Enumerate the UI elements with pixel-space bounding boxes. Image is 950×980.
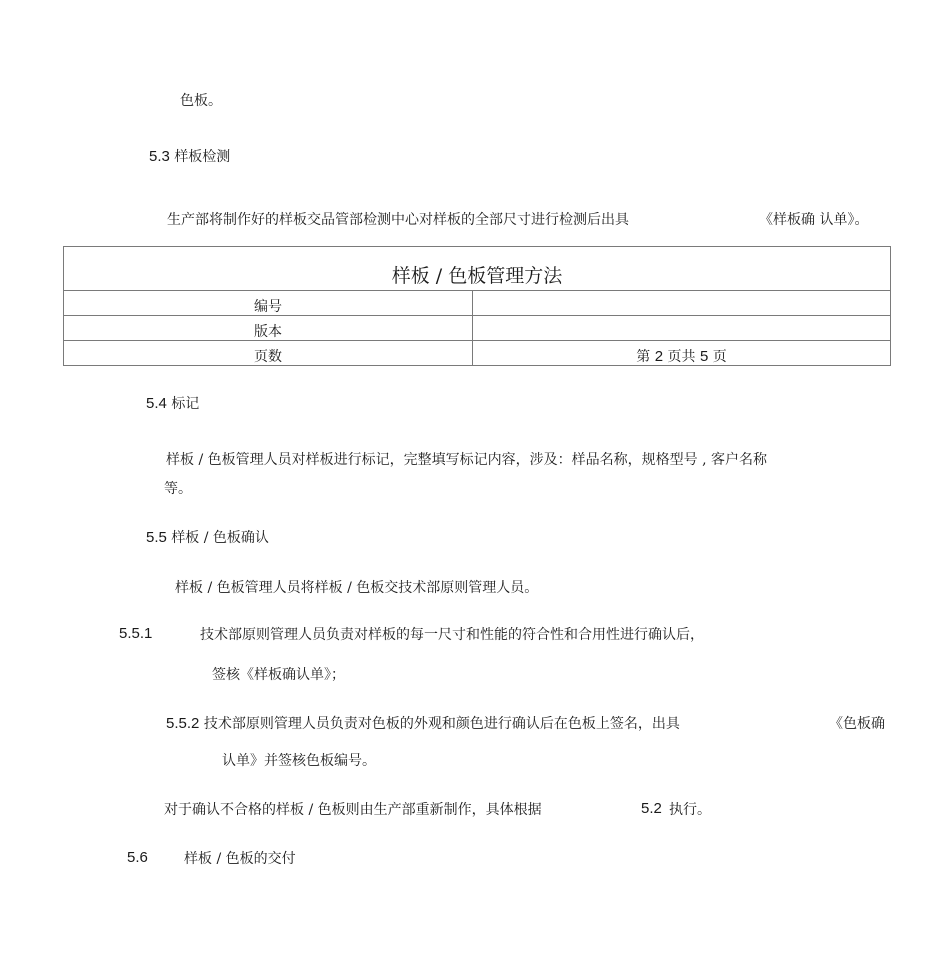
page-prefix: 第 (636, 349, 655, 365)
section-5-5-paragraph: 样板 / 色板管理人员将样板 / 色板交技术部原则管理人员。 (175, 580, 539, 596)
header-label-number: 编号 (64, 291, 473, 315)
section-title: 样板检测 (174, 149, 231, 165)
document-title: 样板 / 色板管理方法 (64, 247, 890, 291)
section-title: 标记 (171, 396, 200, 412)
section-5-5-2-line2: 认单》并签核色板编号。 (222, 753, 376, 769)
header-row-number (64, 291, 890, 316)
section-text: 技术部原则管理人员负责对色板的外观和颜色进行确认后在色板上签名，出具 (203, 716, 680, 732)
section-5-4-heading (146, 395, 199, 413)
section-5-6-number: 5.6 (127, 849, 148, 866)
section-5-5-1-line1: 技术部原则管理人员负责对样板的每一尺寸和性能的符合性和合用性进行确认后， (200, 627, 704, 643)
rejection-paragraph-tail: 执行。 (669, 802, 711, 818)
header-value-pages (473, 341, 890, 366)
total-page-number: 5 (699, 348, 709, 365)
header-label-pages: 页数 (64, 341, 473, 366)
section-5-3-paragraph: 生产部将制作好的样板交品管部检测中心对样板的全部尺寸进行检测后出具 (167, 212, 629, 228)
section-5-5-2-line1-tail: 《色板确 (829, 716, 885, 732)
page-suffix: 页 (708, 349, 727, 365)
rejection-reference-number: 5.2 (641, 800, 662, 817)
section-5-6-title: 样板 / 色板的交付 (184, 851, 296, 867)
header-row-pages (64, 341, 890, 366)
header-value-number (473, 291, 890, 315)
document-header-table (63, 246, 891, 366)
current-page-number: 2 (654, 348, 664, 365)
section-5-3-paragraph-tail: 《样板确 认单》。 (759, 212, 869, 228)
section-number: 5.5.2 (166, 715, 200, 732)
page-middle: 页共 (663, 349, 700, 365)
section-5-3-heading (149, 148, 230, 166)
section-title: 样板 / 色板确认 (171, 530, 269, 546)
section-5-5-heading (146, 529, 269, 547)
section-5-4-paragraph-line1: 样板 / 色板管理人员对样板进行标记，完整填写标记内容，涉及：样品名称，规格型号 , 客户名称 (166, 452, 767, 468)
header-row-version (64, 316, 890, 341)
text-color-board-end: 色板。 (180, 93, 222, 109)
section-5-4-paragraph-line2: 等。 (164, 481, 192, 497)
section-5-5-2-line1 (166, 715, 680, 733)
section-number: 5.5 (146, 529, 167, 546)
section-5-5-1-line2: 签核《样板确认单》； (212, 667, 345, 683)
header-label-version: 版本 (64, 316, 473, 340)
section-5-5-1-number: 5.5.1 (119, 625, 153, 642)
section-number: 5.3 (149, 148, 170, 165)
rejection-paragraph: 对于确认不合格的样板 / 色板则由生产部重新制作，具体根据 (164, 802, 542, 818)
section-number: 5.4 (146, 395, 167, 412)
header-value-version (473, 316, 890, 340)
